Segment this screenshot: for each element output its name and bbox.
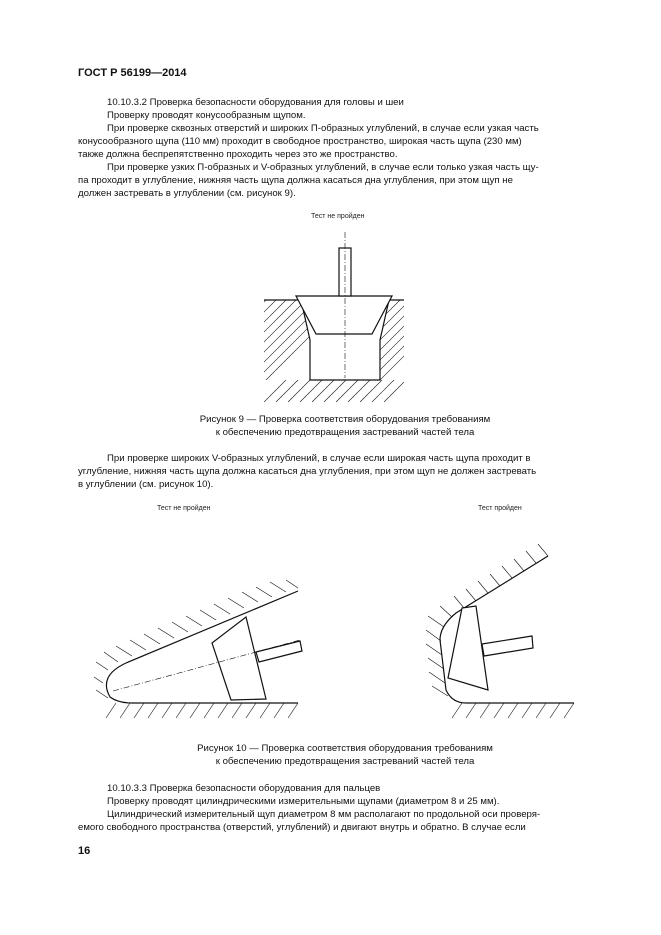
paragraph-narrow-recess-line1: При проверке узких П-образных и V-образных углублений, в случае если только узкая часть щу- bbox=[107, 162, 539, 173]
paragraph-through-holes-line1: При проверке сквозных отверстий и широких П-образных углублений, в случае если узкая часть bbox=[107, 123, 539, 134]
paragraph-narrow-recess-line3: должен застревать в углублении (см. рисунок 9). bbox=[78, 188, 296, 199]
section-heading-head-neck: 10.10.3.2 Проверка безопасности оборудования для головы и шеи bbox=[107, 97, 404, 108]
figure9-test-label: Тест не пройден bbox=[311, 213, 365, 220]
paragraph-cylindrical-probes: Проверку проводят цилиндрическими измерительными щупами (диаметром 8 и 25 мм). bbox=[107, 796, 500, 807]
figure10-label-left: Тест не пройден bbox=[157, 505, 211, 512]
paragraph-wide-v-line3: в углублении (см. рисунок 10). bbox=[78, 479, 214, 490]
paragraph-through-holes-line2: конусообразного щупа (110 мм) проходит в свободное пространство, широкая часть щупа (230 мм) bbox=[78, 136, 522, 147]
document-id: ГОСТ Р 56199—2014 bbox=[78, 67, 187, 79]
figure10-caption-line2: к обеспечению предотвращения застреваний частей тела bbox=[215, 756, 475, 767]
figure9-caption-line1: Рисунок 9 — Проверка соответствия оборудования требованиям bbox=[199, 414, 491, 425]
paragraph-narrow-recess-line2: па проходит в углубление, нижняя часть щупа должна касаться дна углубления, при этом щуп не bbox=[78, 175, 513, 186]
page-number: 16 bbox=[78, 845, 91, 857]
figure9-caption-line2: к обеспечению предотвращения застреваний частей тела bbox=[215, 427, 475, 438]
paragraph-wide-v-line2: углубление, нижняя часть щупа должна касаться дна углубления, при этом щуп не должен застревать bbox=[78, 466, 537, 477]
figure10-label-right: Тест пройден bbox=[478, 505, 522, 512]
paragraph-wide-v-line1: При проверке широких V-образных углублений, в случае если широкая часть щупа проходит в bbox=[107, 453, 531, 464]
figure10-right-probe bbox=[448, 606, 533, 690]
paragraph-cone-probe: Проверку проводят конусообразным щупом. bbox=[107, 110, 306, 121]
paragraph-8mm-probe-line2: емого свободного пространства (отверстий, углублений) и двигают внутрь и обратно. В случае если bbox=[78, 822, 526, 833]
figure10-caption-line1: Рисунок 10 — Проверка соответствия оборудования требованиям bbox=[197, 743, 493, 754]
figure10-right-recess bbox=[426, 544, 574, 718]
section-heading-fingers: 10.10.3.3 Проверка безопасности оборудования для пальцев bbox=[107, 783, 381, 794]
paragraph-through-holes-line3: также должна беспрепятственно проходить через это же пространство. bbox=[78, 149, 398, 160]
paragraph-8mm-probe-line1: Цилиндрический измерительный щуп диаметром 8 мм располагают по продольной оси проверя- bbox=[107, 809, 541, 820]
